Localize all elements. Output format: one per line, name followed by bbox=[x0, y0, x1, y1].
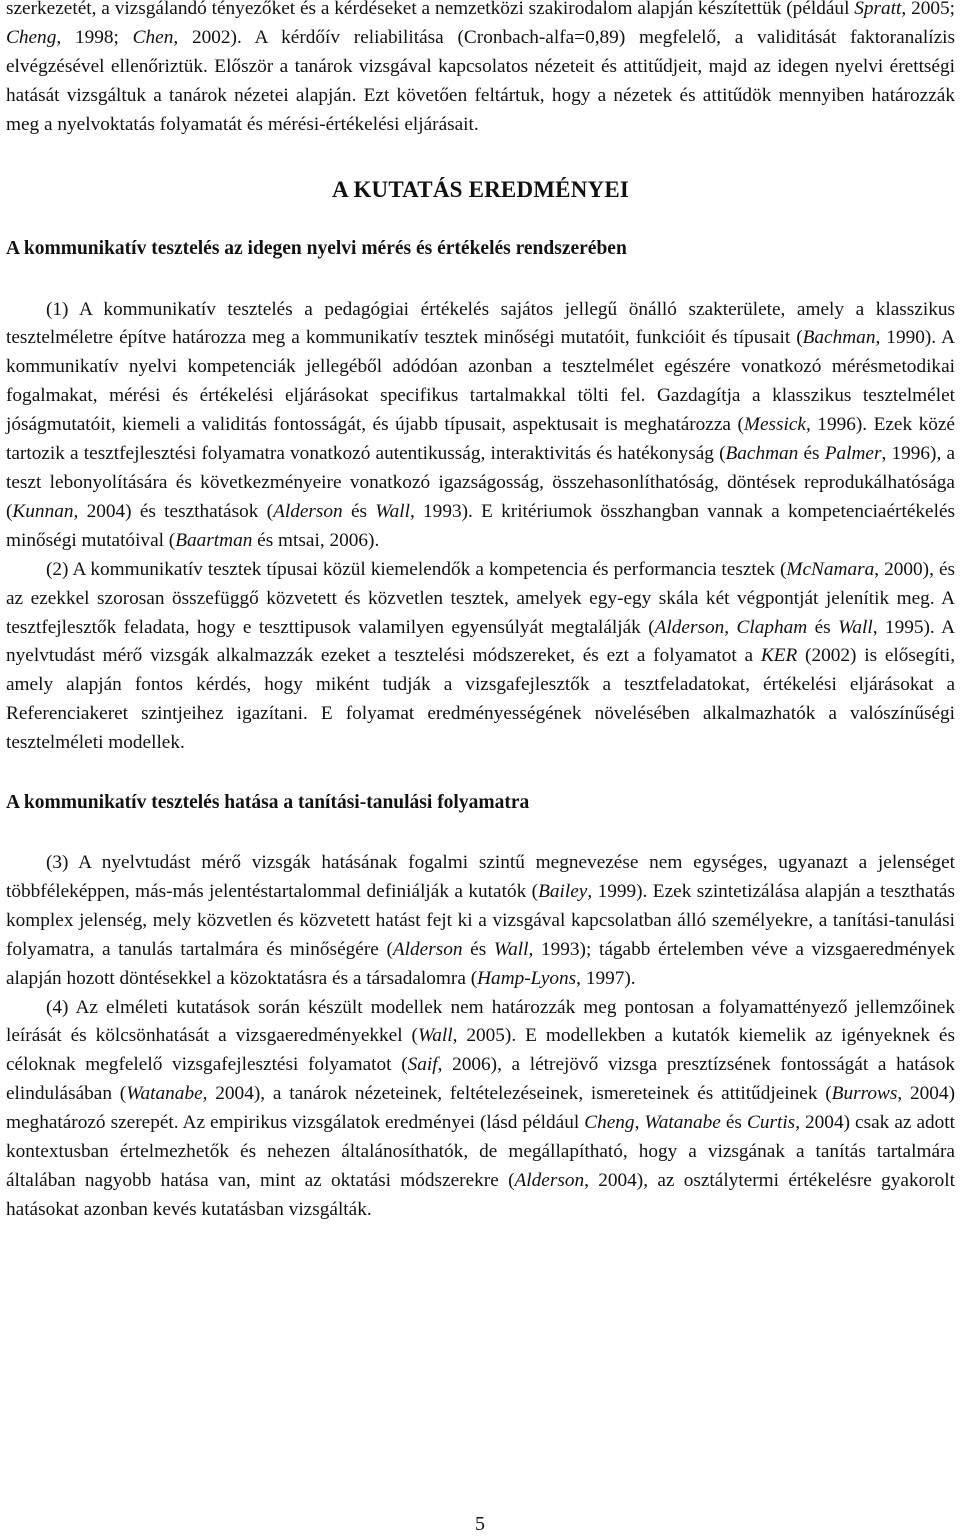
text-run: (2) A kommunikatív tesztek típusai közül kiemelendők a kompetencia és performancia tesztek ( bbox=[46, 558, 787, 580]
citation-author: Cheng bbox=[584, 1112, 635, 1134]
text-run: , 2004), az osztálytermi értékelésre gyakorolt hatásokat azonban kevés kutatásban vizsgálták. bbox=[6, 1170, 955, 1220]
paragraph-1 bbox=[6, 296, 955, 556]
text-run: , 1997). bbox=[576, 967, 636, 989]
page-number: 5 bbox=[475, 1513, 485, 1535]
text-run: és bbox=[798, 443, 825, 465]
citation-author: Wall bbox=[838, 616, 873, 638]
text-run: , 1993); tágabb értelemben véve a vizsgaeredmények alapján hozott döntésekkel a közoktatásra és a társadalomra ( bbox=[6, 938, 956, 989]
text-run: , 2005; bbox=[901, 0, 955, 19]
citation-author: Alderson bbox=[273, 500, 343, 522]
text-run: , 1998; bbox=[56, 26, 133, 48]
text-run: és bbox=[342, 500, 376, 522]
section-heading-communicative-testing: A kommunikatív tesztelés az idegen nyelvi mérés és értékelés rendszerében bbox=[6, 237, 627, 259]
intro-paragraph bbox=[6, 0, 955, 140]
text-run: szerkezetét, a vizsgálandó tényezőket és a kérdéseket a nemzetközi szakirodalom alapján készítettük (például bbox=[6, 0, 855, 19]
text-run: és bbox=[807, 616, 839, 638]
document-page bbox=[6, 0, 955, 1225]
citation-author: Kunnan bbox=[12, 500, 74, 522]
text-run: (4) Az elméleti kutatások során készült modellek nem határozzák meg pontosan a folyamattényező jellemzőinek leírását és kölcsönhatását a vizsgaeredményekkel ( bbox=[6, 996, 955, 1047]
citation-author: McNamara bbox=[786, 558, 875, 580]
citation-author: Watanabe bbox=[126, 1083, 203, 1105]
text-run: , 2004) csak az adott kontextusban értelmezhetők és nehezen általánosíthatók, de megállapítható, hogy a vizsgának a tanítás tartalmára általában nagyobb hatása van, mint az oktatási módszerekre ( bbox=[6, 1112, 956, 1191]
citation-author: Chen bbox=[132, 26, 174, 48]
citation-author: Cheng bbox=[6, 26, 57, 48]
citation-author: Bachman bbox=[802, 327, 876, 349]
citation-author: Wall bbox=[493, 938, 529, 960]
citation-author: Clapham bbox=[736, 616, 808, 638]
text-run: (3) A nyelvtudást mérő vizsgák hatásának fogalmi szintű megnevezése nem egységes, ugyanazt a jelenséget többféleképpen, más-más jelentéstartalommal definiálják a kutatók ( bbox=[6, 852, 955, 902]
paragraph-3 bbox=[6, 849, 955, 994]
section-heading-testing-impact: A kommunikatív tesztelés hatása a tanítási-tanulási folyamatra bbox=[6, 792, 530, 814]
paragraph-2 bbox=[6, 556, 955, 758]
citation-author: Bailey bbox=[538, 880, 588, 902]
section-main-title: A KUTATÁS EREDMÉNYEI bbox=[331, 176, 630, 202]
text-run: , bbox=[634, 1112, 645, 1134]
text-run: , 1993). E kritériumok összhangban vannak a kompetenciaértékelés minőségi mutatóival ( bbox=[6, 500, 956, 551]
citation-author: Wall bbox=[375, 500, 410, 522]
text-run: , 2004) meghatározó szerepét. Az empirikus vizsgálatok eredményei (lásd például bbox=[6, 1083, 955, 1134]
citation-author: Alderson bbox=[392, 938, 463, 960]
citation-author: Palmer bbox=[824, 443, 882, 465]
text-run: , 2004), a tanárok nézeteinek, feltételezéseinek, ismereteinek és attitűdjeinek ( bbox=[202, 1083, 832, 1105]
text-run: és bbox=[462, 938, 494, 960]
text-run: (1) A kommunikatív tesztelés a pedagógiai értékelés sajátos jellegű önálló szakterülete, amely a klasszikus tesztelméletre építve határozza meg a kommunikatív tesztek minőségi mutatóit, funkcióit és típusait ( bbox=[6, 298, 955, 349]
text-run: és bbox=[720, 1112, 747, 1134]
paragraph-4 bbox=[6, 994, 955, 1225]
text-run: , bbox=[724, 616, 737, 638]
citation-author: KER bbox=[760, 645, 798, 667]
citation-author: Burrows bbox=[831, 1083, 898, 1105]
citation-author: Watanabe bbox=[644, 1112, 721, 1134]
text-run: , 2000), és az ezekkel szorosan összefüggő közvetett és közvetlen tesztek, amelyek egy-egy skála két végpontját jelenítik meg. A tesztfejlesztők feladata, hogy e teszttipusok valamilyen egyensúlyát megtalálják ( bbox=[6, 558, 956, 638]
text-run: , 1995). A nyelvtudást mérő vizsgák alkalmazzák ezeket a tesztelési módszereket, és ezt a folyamatot a bbox=[6, 616, 955, 667]
text-run: , 2006), a létrejövő vizsga presztízsének fontosságát a hatások elindulásában ( bbox=[6, 1054, 955, 1105]
citation-author: Hamp-Lyons bbox=[477, 967, 577, 989]
citation-author: Wall bbox=[417, 1025, 453, 1047]
citation-author: Spratt bbox=[854, 0, 902, 19]
text-run: , 1990). A kommunikatív nyelvi kompetenciák jellegéből adódóan azonban a tesztelmélet egészére vonatkozó mérésmetodikai fogalmakat, mérési és értékelési eljárásokat specifikus tartalmakkal tölti fel. Gazdagítja a klasszikus tesztelmélet jóságmutatóit, kiemeli a validitás fontosságát, és újabb típusait, aspektusait is meghatározza ( bbox=[6, 327, 955, 436]
citation-author: Alderson bbox=[514, 1170, 585, 1191]
text-run: (2002) is elősegíti, amely alapján fontos kérdés, hogy miként tudják a vizsgafejlesztők a tesztfeladatokat, értékelési eljárásokat a Referenciakeret szintjeihez igazítani. E folyamat eredményességének növelésében alkalmazhatók a valószínűségi tesztelméleti modellek. bbox=[6, 645, 956, 754]
citation-author: Saif bbox=[407, 1054, 438, 1076]
citation-author: Messick bbox=[743, 414, 806, 436]
citation-author: Curtis bbox=[746, 1112, 796, 1134]
text-run: , 2002). A kérdőív reliabilitása (Cronbach-alfa=0,89) megfelelő, a validitását faktoranalízis elvégzésével ellenőriztük. Először a tanárok vizsgával kapcsolatos nézeteit és attitűdjeit, majd az idegen nyelvi érettségi hatását vizsgáltuk a tanárok nézetei alapján. Ezt követően feltártuk, hogy a nézetek és attitűdök mennyiben határozzák meg a nyelvoktatás folyamatát és mérési-értékelési eljárásait. bbox=[6, 26, 955, 135]
citation-author: Alderson bbox=[654, 616, 725, 638]
text-run: , 1996), a teszt lebonyolítására és következményeire vonatkozó igazságosság, összehasonlíthatóság, döntések reprodukálhatósága ( bbox=[6, 443, 956, 522]
text-run: és mtsai, 2006). bbox=[252, 529, 380, 551]
citation-author: Baartman bbox=[175, 529, 253, 551]
text-run: , 1999). Ezek szintetizálása alapján a teszthatás komplex jelenség, mely közvetlen és közvetett hatást fejt ki a vizsgával kapcsolatban álló személyekre, a tanítási-tanulási folyamatra, a tanulás tartalmára és minőségére ( bbox=[6, 880, 955, 960]
text-run: , 2005). E modellekben a kutatók kiemelik az igényeknek és céloknak megfelelő vizsgafejlesztési folyamatot ( bbox=[6, 1025, 955, 1076]
text-run: , 1996). Ezek közé tartozik a tesztfejlesztési folyamatra vonatkozó autentikusság, interaktivitás és hatékonyság ( bbox=[6, 414, 955, 465]
text-run: , 2004) és teszthatások ( bbox=[73, 500, 274, 522]
citation-author: Bachman bbox=[725, 443, 799, 465]
